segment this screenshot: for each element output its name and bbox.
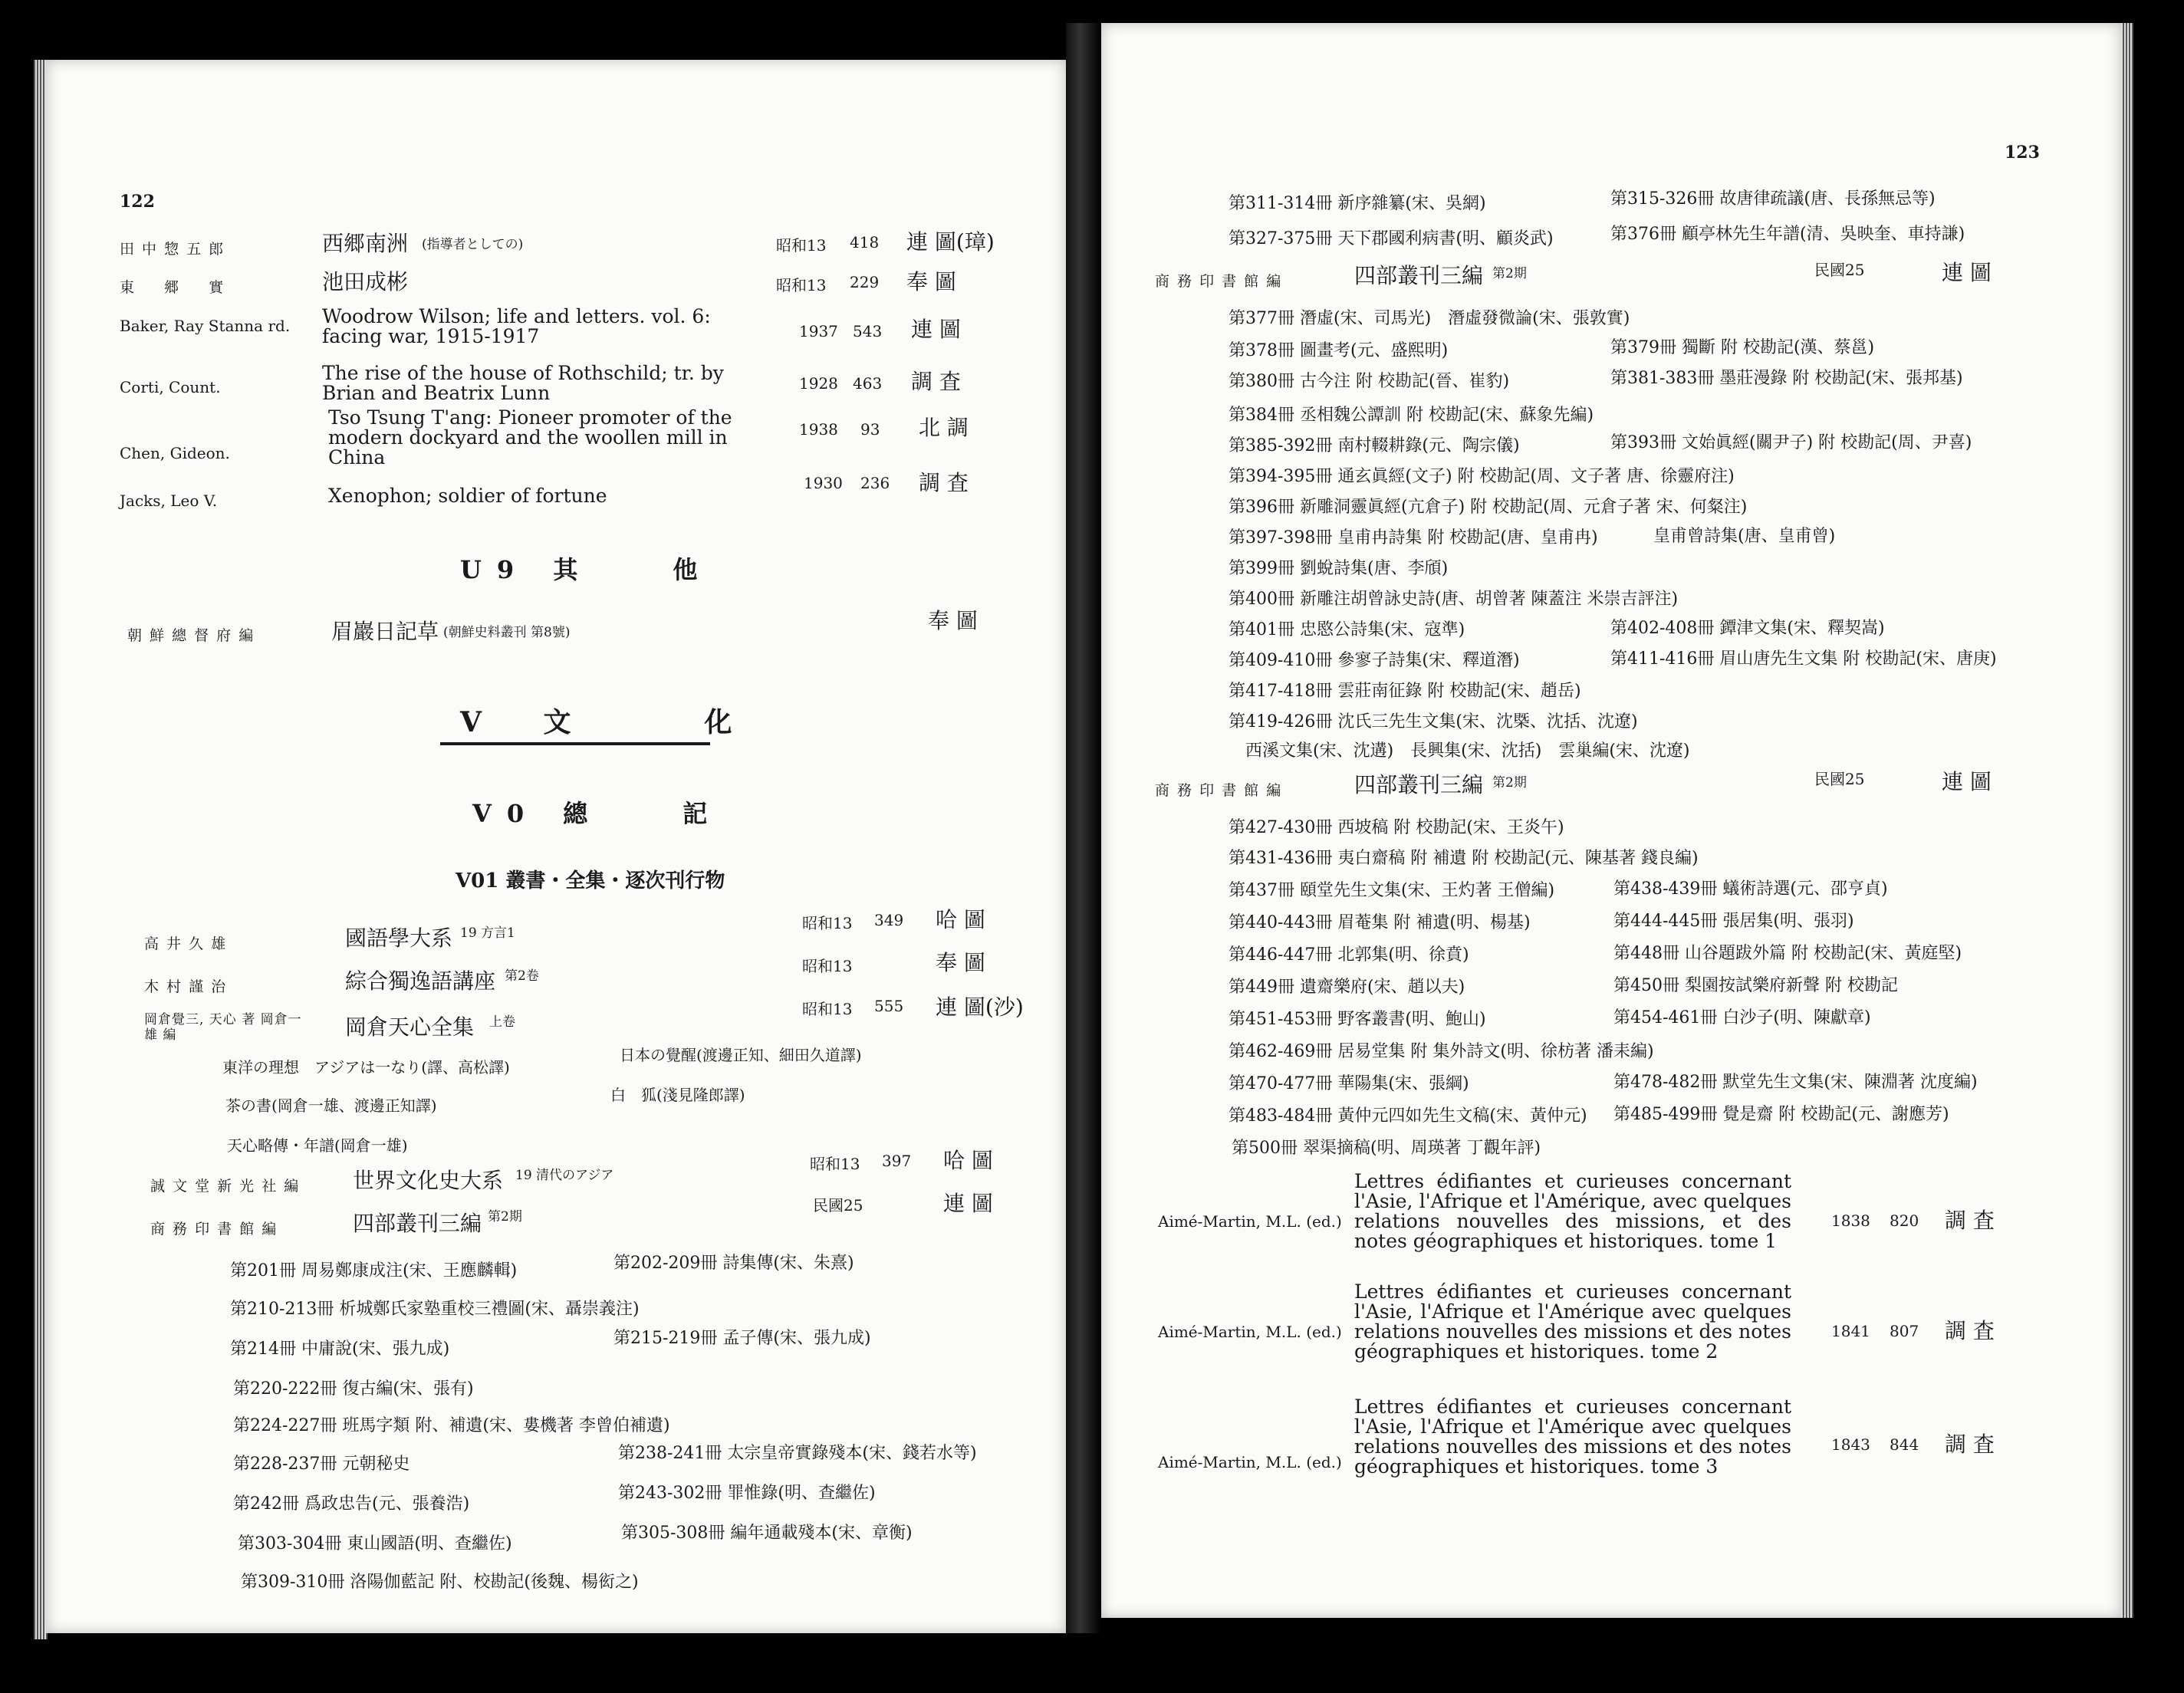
list-item: 第315-326冊 故唐律疏議(唐、長孫無忌等) <box>1610 189 1936 209</box>
list-item: 第485-499冊 覺是齋 附 校勘記(元、謝應芳) <box>1613 1105 1949 1124</box>
list-item: 第401冊 忠愍公詩集(宋、寇準) <box>1228 620 1465 639</box>
list-item: 第399冊 劉蛻詩集(唐、李頎) <box>1228 559 1449 578</box>
list-item: 第448冊 山谷題跋外篇 附 校勘記(宋、黃庭堅) <box>1613 944 1962 963</box>
list-item: 第450冊 梨園按試樂府新聲 附 校勘記 <box>1613 976 1898 995</box>
list-item: 第379冊 獨斷 附 校勘記(漢、蔡邕) <box>1610 338 1875 357</box>
section-heading-v0: V0 總 記 <box>472 799 723 828</box>
page-number: 123 <box>2005 143 2040 163</box>
list-item: 第396冊 新雕洞靈眞經(亢倉子) 附 校勘記(周、元倉子著 宋、何粲注) <box>1228 498 1748 517</box>
list-item: 茶の書(岡倉一雄、渡邊正知譯) <box>225 1096 437 1115</box>
list-item: 第478-482冊 默堂先生文集(宋、陳淵著 沈度編) <box>1613 1073 1978 1092</box>
list-item: 西溪文集(宋、沈遘) 長興集(宋、沈括) 雲巢編(宋、沈遼) <box>1245 741 1690 761</box>
list-item: 第397-398冊 皇甫冉詩集 附 校勘記(唐、皇甫冉) <box>1228 528 1598 547</box>
list-item: 第238-241冊 太宗皇帝實錄殘本(宋、錢若水等) <box>618 1444 977 1463</box>
list-item: 第394-395冊 通玄眞經(文子) 附 校勘記(周、文子著 唐、徐靈府注) <box>1228 467 1735 486</box>
list-item: 第449冊 遺齋樂府(宋、趙以夫) <box>1228 978 1465 997</box>
list-item: 第215-219冊 孟子傳(宋、張九成) <box>613 1329 871 1348</box>
list-item: 第303-304冊 東山國語(明、查繼佐) <box>238 1534 512 1553</box>
list-item: 第376冊 顧亭林先生年譜(清、吳映奎、車持謙) <box>1610 225 1965 244</box>
list-item: 白 狐(淺見隆郎譯) <box>610 1086 745 1104</box>
right-page: 123 第311-314冊 新序雜纂(宋、吳網) 第315-326冊 故唐律疏議(唐、長孫無忌等) 第327-375冊 天下郡國利病書(明、顧炎武) 第376冊 顧亭林先生年譜(清、吳映奎、車持謙) 商 務 印 書 館 編 四部叢刊三編 第2期 民國25 連 圖 第377冊 潛虛(宋、司馬光) 潛虛發微論(宋、張敦實) 第378冊 圖畫考(元、盛熙明) 第379冊 獨斷 附 校勘記(漢、蔡邕) 第380冊 古今注 附 校勘記(晉、崔豹) 第381-383冊 墨莊漫錄 附 校勘記(宋、張邦基) 第384冊 丞相魏公譚訓 附 校勘記(宋、蘇象先編) 第385-392冊 南村輟耕錄(元、陶宗儀) 第393冊 文始眞經(關尹子) 附 校勘記(周、尹喜) 第394-395冊 通玄眞經(文子) 附 校勘記(周、文子著 唐、徐靈府注) 第396冊 新雕洞靈眞經(亢倉子) 附 校勘記(周、元倉子著 宋、何粲注) 第397-398冊 皇甫冉詩集 附 校勘記(唐、皇甫冉) 皇甫曾詩集(唐、皇甫曾) 第399冊 劉蛻詩集(唐、李頎) 第400冊 新雕注胡曾詠史詩(唐、胡曾著 陳蓋注 米崇吉評注) 第401冊 忠愍公詩集(宋、寇準) 第402-408冊 鐔津文集(宋、釋契嵩) 第409-410冊 參寥子詩集(宋、釋道潛) 第411-416冊 眉山唐先生文集 附 校勘記(宋、唐庚) 第417-418冊 雲莊南征錄 附 校勘記(宋、趙岳) 第419-426冊 沈氏三先生文集(宋、沈槩、沈括、沈遼) 西溪文集(宋、沈遘) 長興集(宋、沈括) 雲巢編(宋、沈遼) 商 務 印 書 館 編 四部叢刊三編 第2期 民國25 連 圖 第427-430冊 西坡稿 附 校勘記(宋、王炎午) 第431-436冊 夷白齋稿 附 補遺 附 校勘記(元、陳基著 錢良編) 第437冊 頤堂先生文集(宋、王灼著 王僧編) 第438-439冊 蟻術詩選(元、邵亨貞) 第440-443冊 眉菴集 附 補遺(明、楊基) 第444-445冊 張居集(明、張羽) 第446-447冊 北郭集(明、徐賁) 第448冊 山谷題跋外篇 附 校勘記(宋、黃庭堅) 第449冊 遺齋樂府(宋、趙以夫) 第450冊 梨園按試樂府新聲 附 校勘記 第451-453冊 野客叢書(明、鮑山) 第454-461冊 白沙子(明、陳獻章) 第462-469冊 居易堂集 附 集外詩文(明、徐枋著 潘耒編) 第470-477冊 華陽集(宋、張綱) 第478-482冊 默堂先生文集(宋、陳淵著 沈度編) 第483-484冊 黃仲元四如先生文稿(宋、黃仲元) 第485-499冊 覺是齋 附 校勘記(元、謝應芳) 第500冊 翠渠摘稿(明、周瑛著 丁觀年評) Aimé-Martin, M.L. (ed.) Lettres édifiantes et curieuses concernant l'Asie, l'Afrique et l'Amérique, avec quelques relations nouvelles des missions, et des notes géographiques et historiques. tome 1 1838 820 調 査 Aimé-Martin, M.L. (ed.) Lettres édifiantes et curieuses concernant l'Asie, l'Afrique et l'Amérique avec quelques relations nouvelles des missions et des notes géographiques et historiques. tome 2 1841 807 調 査 Aimé-Martin, M.L. (ed.) Lettres édifiantes et curieuses concernant l'Asie, l'Afrique et l'Amérique avec quelques relations nouvelles des missions et des notes géographiques et historiques. tome 3 1843 844 調 査 <box>1101 23 2121 1618</box>
list-item: 第483-484冊 黃仲元四如先生文稿(宋、黃仲元) <box>1228 1106 1587 1126</box>
list-item: 第385-392冊 南村輟耕錄(元、陶宗儀) <box>1228 436 1520 455</box>
list-item: 第224-227冊 班馬字類 附、補遺(宋、婁機著 李曾伯補遺) <box>233 1416 670 1435</box>
list-item: 第419-426冊 沈氏三先生文集(宋、沈槩、沈括、沈遼) <box>1228 712 1638 731</box>
list-item: 第451-453冊 野客叢書(明、鮑山) <box>1228 1010 1486 1029</box>
list-item: 第242冊 爲政忠告(元、張養浩) <box>233 1494 470 1514</box>
list-item: 第381-383冊 墨莊漫錄 附 校勘記(宋、張邦基) <box>1610 369 1963 388</box>
list-item: 第470-477冊 華陽集(宋、張綱) <box>1228 1074 1469 1093</box>
list-item: 第384冊 丞相魏公譚訓 附 校勘記(宋、蘇象先編) <box>1228 406 1594 425</box>
list-item: 第411-416冊 眉山唐先生文集 附 校勘記(宋、唐庚) <box>1610 649 1997 669</box>
list-item: 第214冊 中庸說(宋、張九成) <box>230 1340 450 1359</box>
section-heading-v01: V01 叢書・全集・逐次刊行物 <box>456 870 725 893</box>
list-item: 第393冊 文始眞經(關尹子) 附 校勘記(周、尹喜) <box>1610 433 1972 452</box>
list-item: 第210-213冊 析城鄭氏家塾重校三禮圖(宋、聶崇義注) <box>230 1300 640 1319</box>
list-item: 第220-222冊 復古編(宋、張有) <box>233 1379 474 1399</box>
list-item: 第202-209冊 詩集傳(宋、朱熹) <box>613 1254 854 1273</box>
page-number: 122 <box>120 192 155 212</box>
list-item: 第309-310冊 洛陽伽藍記 附、校勘記(後魏、楊衒之) <box>241 1573 639 1592</box>
left-page: 122 田 中 惣 五 郎 西郷南洲 (指導者としての) 昭和13 418 連 圖(璋) 東 郷 實 池田成彬 昭和13 229 奉 圖 Baker, Ray Stanna rd. Woodrow Wilson; life and letters. vol. 6: facing war, 1915-1917 1937 543 連 圖 Corti, Count. The rise of the house of Rothschild; tr. by Brian and Beatrix Lunn 1928 463 調 査 Chen, Gideon. Tso Tsung T'ang: Pioneer promoter of the modern dockyard and the woollen mill in China 1938 93 北 調 Jacks, Leo V. Xenophon; soldier of fortune 1930 236 調 査 U9 其 他 朝 鮮 總 督 府 編 眉巖日記草 (朝鮮史料叢刊 第8號) 奉 圖 V 文 化 V0 總 記 V01 叢書・全集・逐次刊行物 高 井 久 雄 國語學大系 19 方言1 昭和13 349 哈 圖 木 村 謹 治 綜合獨逸語講座 第2卷 昭和13 奉 圖 岡倉覺三, 天心 著 岡倉一雄 編 岡倉天心全集 上卷 昭和13 555 連 圖(沙) 東洋の理想 アジアは一なり(譯、高松譯) 日本の覺醒(渡邊正知、細田久道譯) 茶の書(岡倉一雄、渡邊正知譯) 白 狐(淺見隆郎譯) 天心略傳・年譜(岡倉一雄) 誠 文 堂 新 光 社 編 世界文化史大系 19 清代のアジア 昭和13 397 哈 圖 商 務 印 書 館 編 四部叢刊三編 第2期 民國25 連 圖 第201冊 周易鄭康成注(宋、王應麟輯) 第202-209冊 詩集傳(宋、朱熹) 第210-213冊 析城鄭氏家塾重校三禮圖(宋、聶崇義注) 第214冊 中庸說(宋、張九成) 第215-219冊 孟子傳(宋、張九成) 第220-222冊 復古編(宋、張有) 第224-227冊 班馬字類 附、補遺(宋、婁機著 李曾伯補遺) 第228-237冊 元朝秘史 第238-241冊 太宗皇帝實錄殘本(宋、錢若水等) 第242冊 爲政忠告(元、張養浩) 第243-302冊 罪惟錄(明、查繼佐) 第303-304冊 東山國語(明、查繼佐) 第305-308冊 編年通載殘本(宋、章衡) 第309-310冊 洛陽伽藍記 附、校勘記(後魏、楊衒之) <box>46 60 1066 1633</box>
list-item: 第427-430冊 西坡稿 附 校勘記(宋、王炎午) <box>1228 818 1564 837</box>
list-item: 第417-418冊 雲莊南征錄 附 校勘記(宋、趙岳) <box>1228 682 1581 701</box>
section-heading-v: V 文 化 <box>460 706 758 738</box>
list-item: 第500冊 翠渠摘稿(明、周瑛著 丁觀年評) <box>1232 1139 1541 1158</box>
list-item: 第311-314冊 新序雜纂(宋、吳網) <box>1228 194 1486 213</box>
list-item: 第378冊 圖畫考(元、盛熙明) <box>1228 341 1449 360</box>
book-gutter <box>1066 23 1101 1633</box>
list-item: 第462-469冊 居易堂集 附 集外詩文(明、徐枋著 潘耒編) <box>1228 1042 1654 1061</box>
list-item: 第201冊 周易鄭康成注(宋、王應麟輯) <box>230 1261 518 1280</box>
list-item: 第243-302冊 罪惟錄(明、查繼佐) <box>618 1484 876 1503</box>
list-item: 第380冊 古今注 附 校勘記(晉、崔豹) <box>1228 372 1510 391</box>
right-page-edge <box>2121 23 2133 1618</box>
list-item: 第431-436冊 夷白齋稿 附 補遺 附 校勘記(元、陳基著 錢良編) <box>1228 849 1699 868</box>
list-item: 第444-445冊 張居集(明、張羽) <box>1613 912 1854 931</box>
list-item: 第438-439冊 蟻術詩選(元、邵亨貞) <box>1613 879 1888 899</box>
list-item: 第440-443冊 眉菴集 附 補遺(明、楊基) <box>1228 913 1531 932</box>
heading-underline <box>440 742 710 745</box>
list-item: 天心略傳・年譜(岡倉一雄) <box>227 1136 408 1155</box>
list-item: 第402-408冊 鐔津文集(宋、釋契嵩) <box>1610 619 1885 638</box>
list-item: 東洋の理想 アジアは一なり(譯、高松譯) <box>222 1058 510 1077</box>
list-item: 第305-308冊 編年通載殘本(宋、章衡) <box>621 1524 913 1543</box>
list-item: 第377冊 潛虛(宋、司馬光) 潛虛發微論(宋、張敦實) <box>1228 309 1630 328</box>
list-item: 第446-447冊 北郭集(明、徐賁) <box>1228 945 1469 965</box>
section-heading-u9: U9 其 他 <box>460 555 713 584</box>
list-item: 皇甫曾詩集(唐、皇甫曾) <box>1653 527 1836 546</box>
list-item: 第437冊 頤堂先生文集(宋、王灼著 王僧編) <box>1228 881 1555 900</box>
list-item: 第228-237冊 元朝秘史 <box>233 1455 410 1474</box>
list-item: 第400冊 新雕注胡曾詠史詩(唐、胡曾著 陳蓋注 米崇吉評注) <box>1228 590 1679 609</box>
list-item: 第409-410冊 參寥子詩集(宋、釋道潛) <box>1228 651 1520 670</box>
list-item: 第454-461冊 白沙子(明、陳獻章) <box>1613 1008 1871 1027</box>
list-item: 第327-375冊 天下郡國利病書(明、顧炎武) <box>1228 229 1554 248</box>
list-item: 日本の覺醒(渡邊正知、細田久道譯) <box>620 1046 862 1064</box>
